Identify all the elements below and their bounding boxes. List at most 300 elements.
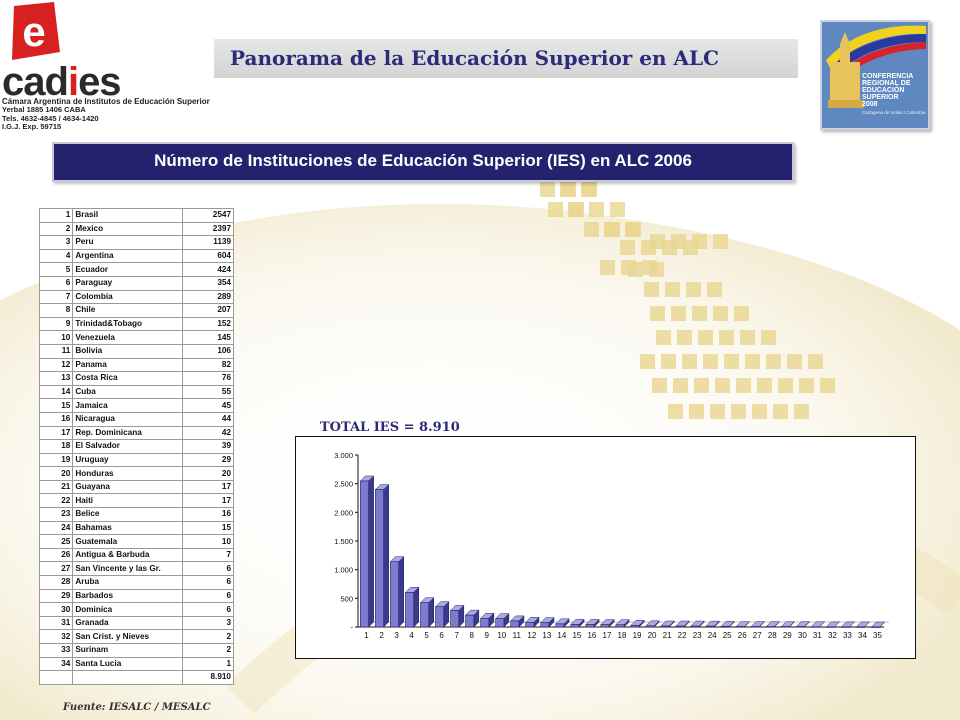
logo-address [2, 98, 210, 132]
page-title: Panorama de la Educación Superior en ALC [230, 46, 720, 70]
rank-cell: 4 [40, 249, 73, 263]
rank-cell: 19 [40, 453, 73, 467]
table-row [40, 535, 234, 549]
rank-cell: 24 [40, 521, 73, 535]
bar [691, 626, 699, 627]
gold-square [694, 378, 709, 393]
rank-cell: 22 [40, 494, 73, 508]
gold-square [713, 306, 728, 321]
x-tick-label: 3 [394, 631, 399, 640]
rank-cell: 2 [40, 222, 73, 236]
rank-cell: 23 [40, 508, 73, 522]
logo-word-part1: cad [2, 60, 68, 104]
logo-word-part2: es [78, 60, 121, 104]
rank-cell: 34 [40, 657, 73, 671]
rank-cell: 14 [40, 385, 73, 399]
rank-cell: 18 [40, 440, 73, 454]
count-cell: 44 [183, 412, 234, 426]
count-cell: 6 [183, 589, 234, 603]
x-tick-label: 19 [632, 631, 642, 640]
table-row [40, 467, 234, 481]
table-row [40, 385, 234, 399]
gold-square [540, 182, 555, 197]
table-row [40, 412, 234, 426]
gold-square [560, 182, 575, 197]
country-cell: Argentina [73, 249, 183, 263]
bar-top [856, 622, 869, 627]
x-tick-label: 27 [752, 631, 762, 640]
ies-table [39, 208, 234, 685]
table-row [40, 440, 234, 454]
x-tick-label: 29 [782, 631, 792, 640]
count-cell: 7 [183, 548, 234, 562]
bar [511, 621, 519, 627]
gold-square [773, 404, 788, 419]
rank-cell: 8 [40, 304, 73, 318]
conference-line-3: EDUCACIÓN [862, 87, 905, 94]
y-tick-label: - [350, 623, 353, 632]
bar [796, 627, 804, 628]
gold-square [692, 234, 707, 249]
count-cell: 16 [183, 508, 234, 522]
gold-square [673, 378, 688, 393]
country-cell: El Salvador [73, 440, 183, 454]
bar [871, 627, 879, 628]
logo-line-3: Tels. 4632-4845 / 4634-1420 [2, 113, 99, 123]
rank-cell: 1 [40, 209, 73, 223]
gold-square [644, 282, 659, 297]
table-row [40, 276, 234, 290]
rank-cell: 11 [40, 344, 73, 358]
x-tick-label: 7 [454, 631, 459, 640]
x-tick-label: 14 [557, 631, 567, 640]
count-cell: 2 [183, 630, 234, 644]
count-cell: 42 [183, 426, 234, 440]
table-row [40, 521, 234, 535]
ies-table-body [40, 209, 234, 685]
table-row [40, 644, 234, 658]
gold-square [665, 282, 680, 297]
gold-square [787, 354, 802, 369]
bar [390, 562, 398, 627]
empty-cell [73, 671, 183, 685]
x-tick-label: 20 [647, 631, 657, 640]
x-tick-label: 16 [587, 631, 597, 640]
table-row [40, 494, 234, 508]
header-bar [214, 39, 798, 78]
gold-square [584, 222, 599, 237]
country-cell: Bolivia [73, 344, 183, 358]
country-cell: Surinam [73, 644, 183, 658]
country-cell: Guayana [73, 480, 183, 494]
country-cell: Brasil [73, 209, 183, 223]
country-cell: Panama [73, 358, 183, 372]
logo-word-i: i [67, 60, 79, 104]
y-tick-label: 2.500 [334, 479, 353, 489]
chart-canvas [296, 437, 915, 658]
count-cell: 29 [183, 453, 234, 467]
x-tick-label: 28 [767, 631, 777, 640]
x-tick-label: 33 [842, 631, 852, 640]
rank-cell: 30 [40, 603, 73, 617]
country-cell: Costa Rica [73, 372, 183, 386]
bar [586, 624, 594, 627]
gold-square [682, 354, 697, 369]
count-cell: 2547 [183, 209, 234, 223]
table-row [40, 480, 234, 494]
bar [496, 619, 504, 627]
table-row [40, 453, 234, 467]
count-cell: 289 [183, 290, 234, 304]
bar [360, 481, 368, 627]
table-row [40, 317, 234, 331]
bar [766, 627, 774, 628]
rank-cell: 3 [40, 236, 73, 250]
table-total-row [40, 671, 234, 685]
logo-badge-letter: e [22, 8, 46, 55]
rank-cell: 6 [40, 276, 73, 290]
bar [856, 627, 864, 628]
x-tick-label: 18 [617, 631, 627, 640]
x-tick-label: 15 [572, 631, 582, 640]
gold-square [734, 306, 749, 321]
gold-square [625, 222, 640, 237]
table-row [40, 548, 234, 562]
gold-square [620, 240, 635, 255]
bar [646, 626, 654, 627]
bar [841, 627, 849, 628]
bar [375, 490, 383, 627]
logo-line-2: Yerbal 1885 1406 CABA [2, 105, 86, 115]
gold-square [652, 378, 667, 393]
x-tick-label: 26 [737, 631, 747, 640]
table-row [40, 603, 234, 617]
bar [556, 624, 564, 627]
bar [601, 625, 609, 627]
table-row [40, 562, 234, 576]
rank-cell: 29 [40, 589, 73, 603]
rank-cell: 12 [40, 358, 73, 372]
bar [571, 624, 579, 627]
rank-cell: 5 [40, 263, 73, 277]
rank-cell: 28 [40, 576, 73, 590]
x-tick-label: 24 [707, 631, 717, 640]
count-cell: 207 [183, 304, 234, 318]
gold-square [745, 354, 760, 369]
conference-line-1: CONFERENCIA [862, 73, 914, 80]
gold-square [715, 378, 730, 393]
bar-top [826, 622, 839, 627]
x-tick-label: 25 [722, 631, 732, 640]
x-tick-label: 35 [873, 631, 882, 640]
table-row [40, 222, 234, 236]
rank-cell: 17 [40, 426, 73, 440]
country-cell: Paraguay [73, 276, 183, 290]
x-tick-label: 17 [602, 631, 612, 640]
count-cell: 1 [183, 657, 234, 671]
bar [676, 626, 684, 627]
rank-cell: 32 [40, 630, 73, 644]
country-cell: Honduras [73, 467, 183, 481]
bar [541, 623, 549, 627]
country-cell: San Crist. y Nieves [73, 630, 183, 644]
count-cell: 20 [183, 467, 234, 481]
gold-square [710, 404, 725, 419]
gold-square [581, 182, 596, 197]
count-cell: 145 [183, 331, 234, 345]
gold-square [610, 202, 625, 217]
gold-square [548, 202, 563, 217]
x-tick-label: 32 [827, 631, 837, 640]
bar-top [871, 622, 884, 627]
count-cell: 604 [183, 249, 234, 263]
logo-line-1: Cámara Argentina de Institutos de Educación Superior [2, 97, 210, 106]
bar [751, 627, 759, 628]
x-tick-label: 12 [527, 631, 537, 640]
gold-square [736, 378, 751, 393]
country-cell: Guatemala [73, 535, 183, 549]
count-cell: 10 [183, 535, 234, 549]
bar-top [841, 622, 854, 627]
gold-square [794, 404, 809, 419]
x-tick-label: 34 [858, 631, 867, 640]
gold-square [661, 354, 676, 369]
bar [736, 627, 744, 628]
country-cell: San Vincente y las Gr. [73, 562, 183, 576]
count-cell: 424 [183, 263, 234, 277]
bar [826, 627, 834, 628]
gold-square [589, 202, 604, 217]
bar [466, 615, 474, 627]
gold-square [686, 282, 701, 297]
gold-square [650, 306, 665, 321]
x-tick-label: 2 [379, 631, 384, 640]
x-tick-label: 1 [364, 631, 369, 640]
gold-square [692, 306, 707, 321]
gold-square [757, 378, 772, 393]
conference-line-5: 2008 [862, 101, 878, 108]
table-row [40, 372, 234, 386]
x-tick-label: 30 [797, 631, 807, 640]
subtitle-bar [52, 142, 794, 182]
table-row [40, 331, 234, 345]
country-cell: Trinidad&Tobago [73, 317, 183, 331]
gold-square [671, 306, 686, 321]
logo-line-4: I.G.J. Exp. 59715 [2, 122, 62, 132]
count-cell: 55 [183, 385, 234, 399]
x-tick-label: 9 [484, 631, 489, 640]
table-row [40, 630, 234, 644]
table-row [40, 399, 234, 413]
gold-square [731, 404, 746, 419]
gold-square [808, 354, 823, 369]
table-row [40, 589, 234, 603]
rank-cell: 20 [40, 467, 73, 481]
country-cell: Jamaica [73, 399, 183, 413]
count-cell: 17 [183, 480, 234, 494]
chart-subtitle: Número de Instituciones de Educación Superior (IES) en ALC 2006 [154, 151, 692, 170]
count-cell: 6 [183, 576, 234, 590]
gold-square [698, 330, 713, 345]
total-cell: 8.910 [183, 671, 234, 685]
count-cell: 39 [183, 440, 234, 454]
gold-square [656, 330, 671, 345]
gold-square [604, 222, 619, 237]
gold-square [668, 404, 683, 419]
gold-square [778, 378, 793, 393]
bar [721, 626, 729, 627]
country-cell: Cuba [73, 385, 183, 399]
logo-badge [8, 2, 60, 60]
count-cell: 76 [183, 372, 234, 386]
gold-square [600, 260, 615, 275]
empty-cell [40, 671, 73, 685]
gold-square [719, 330, 734, 345]
x-tick-label: 5 [424, 631, 429, 640]
gold-square [799, 378, 814, 393]
count-cell: 152 [183, 317, 234, 331]
conference-line-4: SUPERIOR [862, 94, 899, 101]
y-tick-label: 500 [340, 594, 353, 604]
bar-side [369, 476, 374, 627]
y-tick-label: 3.000 [334, 451, 353, 460]
bar [781, 627, 789, 628]
gold-square [640, 354, 655, 369]
rank-cell: 26 [40, 548, 73, 562]
gold-square [707, 282, 722, 297]
country-cell: Bahamas [73, 521, 183, 535]
count-cell: 17 [183, 494, 234, 508]
table-row [40, 236, 234, 250]
rank-cell: 33 [40, 644, 73, 658]
country-cell: Chile [73, 304, 183, 318]
country-cell: Dominica [73, 603, 183, 617]
table-row [40, 616, 234, 630]
table-row [40, 249, 234, 263]
gold-square [689, 404, 704, 419]
gold-square [650, 234, 665, 249]
rank-cell: 21 [40, 480, 73, 494]
logo-wordmark [2, 62, 121, 102]
conference-line-2: REGIONAL DE [862, 80, 911, 87]
count-cell: 1139 [183, 236, 234, 250]
table-row [40, 426, 234, 440]
x-tick-label: 13 [542, 631, 552, 640]
country-cell: Antigua & Barbuda [73, 548, 183, 562]
x-tick-label: 10 [497, 631, 507, 640]
country-cell: Granada [73, 616, 183, 630]
gold-square [568, 202, 583, 217]
rank-cell: 31 [40, 616, 73, 630]
country-cell: Rep. Dominicana [73, 426, 183, 440]
x-tick-label: 23 [692, 631, 702, 640]
country-cell: Colombia [73, 290, 183, 304]
rank-cell: 27 [40, 562, 73, 576]
country-cell: Barbados [73, 589, 183, 603]
rank-cell: 9 [40, 317, 73, 331]
y-tick-label: 1.500 [334, 537, 353, 546]
count-cell: 6 [183, 562, 234, 576]
gold-square [671, 234, 686, 249]
country-cell: Aruba [73, 576, 183, 590]
rank-cell: 10 [40, 331, 73, 345]
bar [811, 627, 819, 628]
total-ies-label: TOTAL IES = 8.910 [320, 420, 460, 435]
rank-cell: 15 [40, 399, 73, 413]
country-cell: Peru [73, 236, 183, 250]
table-row [40, 358, 234, 372]
x-tick-label: 21 [662, 631, 672, 640]
x-tick-label: 6 [439, 631, 444, 640]
x-tick-label: 22 [677, 631, 687, 640]
gold-square [761, 330, 776, 345]
conference-title [862, 73, 913, 108]
country-cell: Santa Lucia [73, 657, 183, 671]
bar [706, 626, 714, 627]
cadies-logo [0, 0, 220, 140]
table-row [40, 508, 234, 522]
gold-square [752, 404, 767, 419]
table-row [40, 263, 234, 277]
bar [420, 603, 428, 627]
bar [526, 622, 534, 627]
country-cell: Ecuador [73, 263, 183, 277]
gold-square [820, 378, 835, 393]
table-row [40, 209, 234, 223]
y-tick-label: 2.000 [334, 508, 353, 518]
conference-badge [820, 20, 930, 130]
bar-side [399, 557, 404, 627]
table-row [40, 304, 234, 318]
count-cell: 354 [183, 276, 234, 290]
count-cell: 2397 [183, 222, 234, 236]
bar [436, 607, 444, 627]
country-cell: Venezuela [73, 331, 183, 345]
gold-square [713, 234, 728, 249]
country-cell: Belice [73, 508, 183, 522]
rank-cell: 16 [40, 412, 73, 426]
x-tick-label: 31 [812, 631, 822, 640]
count-cell: 2 [183, 644, 234, 658]
table-row [40, 290, 234, 304]
count-cell: 106 [183, 344, 234, 358]
conference-subline: Cartagena de Indias / Colombia [862, 110, 926, 115]
count-cell: 45 [183, 399, 234, 413]
country-cell: Haiti [73, 494, 183, 508]
y-tick-label: 1.000 [334, 565, 353, 575]
bar [481, 618, 489, 627]
x-tick-label: 11 [512, 631, 521, 640]
gold-square [740, 330, 755, 345]
bar [661, 626, 669, 627]
gold-square [766, 354, 781, 369]
gold-square [628, 262, 643, 277]
x-tick-label: 4 [409, 631, 414, 640]
country-cell: Uruguay [73, 453, 183, 467]
bar-side [414, 587, 419, 627]
country-cell: Nicaragua [73, 412, 183, 426]
bar [451, 610, 459, 627]
country-cell: Mexico [73, 222, 183, 236]
gold-square [724, 354, 739, 369]
rank-cell: 25 [40, 535, 73, 549]
gold-square [677, 330, 692, 345]
ies-bar-chart [295, 436, 916, 659]
table-row [40, 344, 234, 358]
count-cell: 82 [183, 358, 234, 372]
bar-side [384, 485, 389, 627]
rank-cell: 13 [40, 372, 73, 386]
